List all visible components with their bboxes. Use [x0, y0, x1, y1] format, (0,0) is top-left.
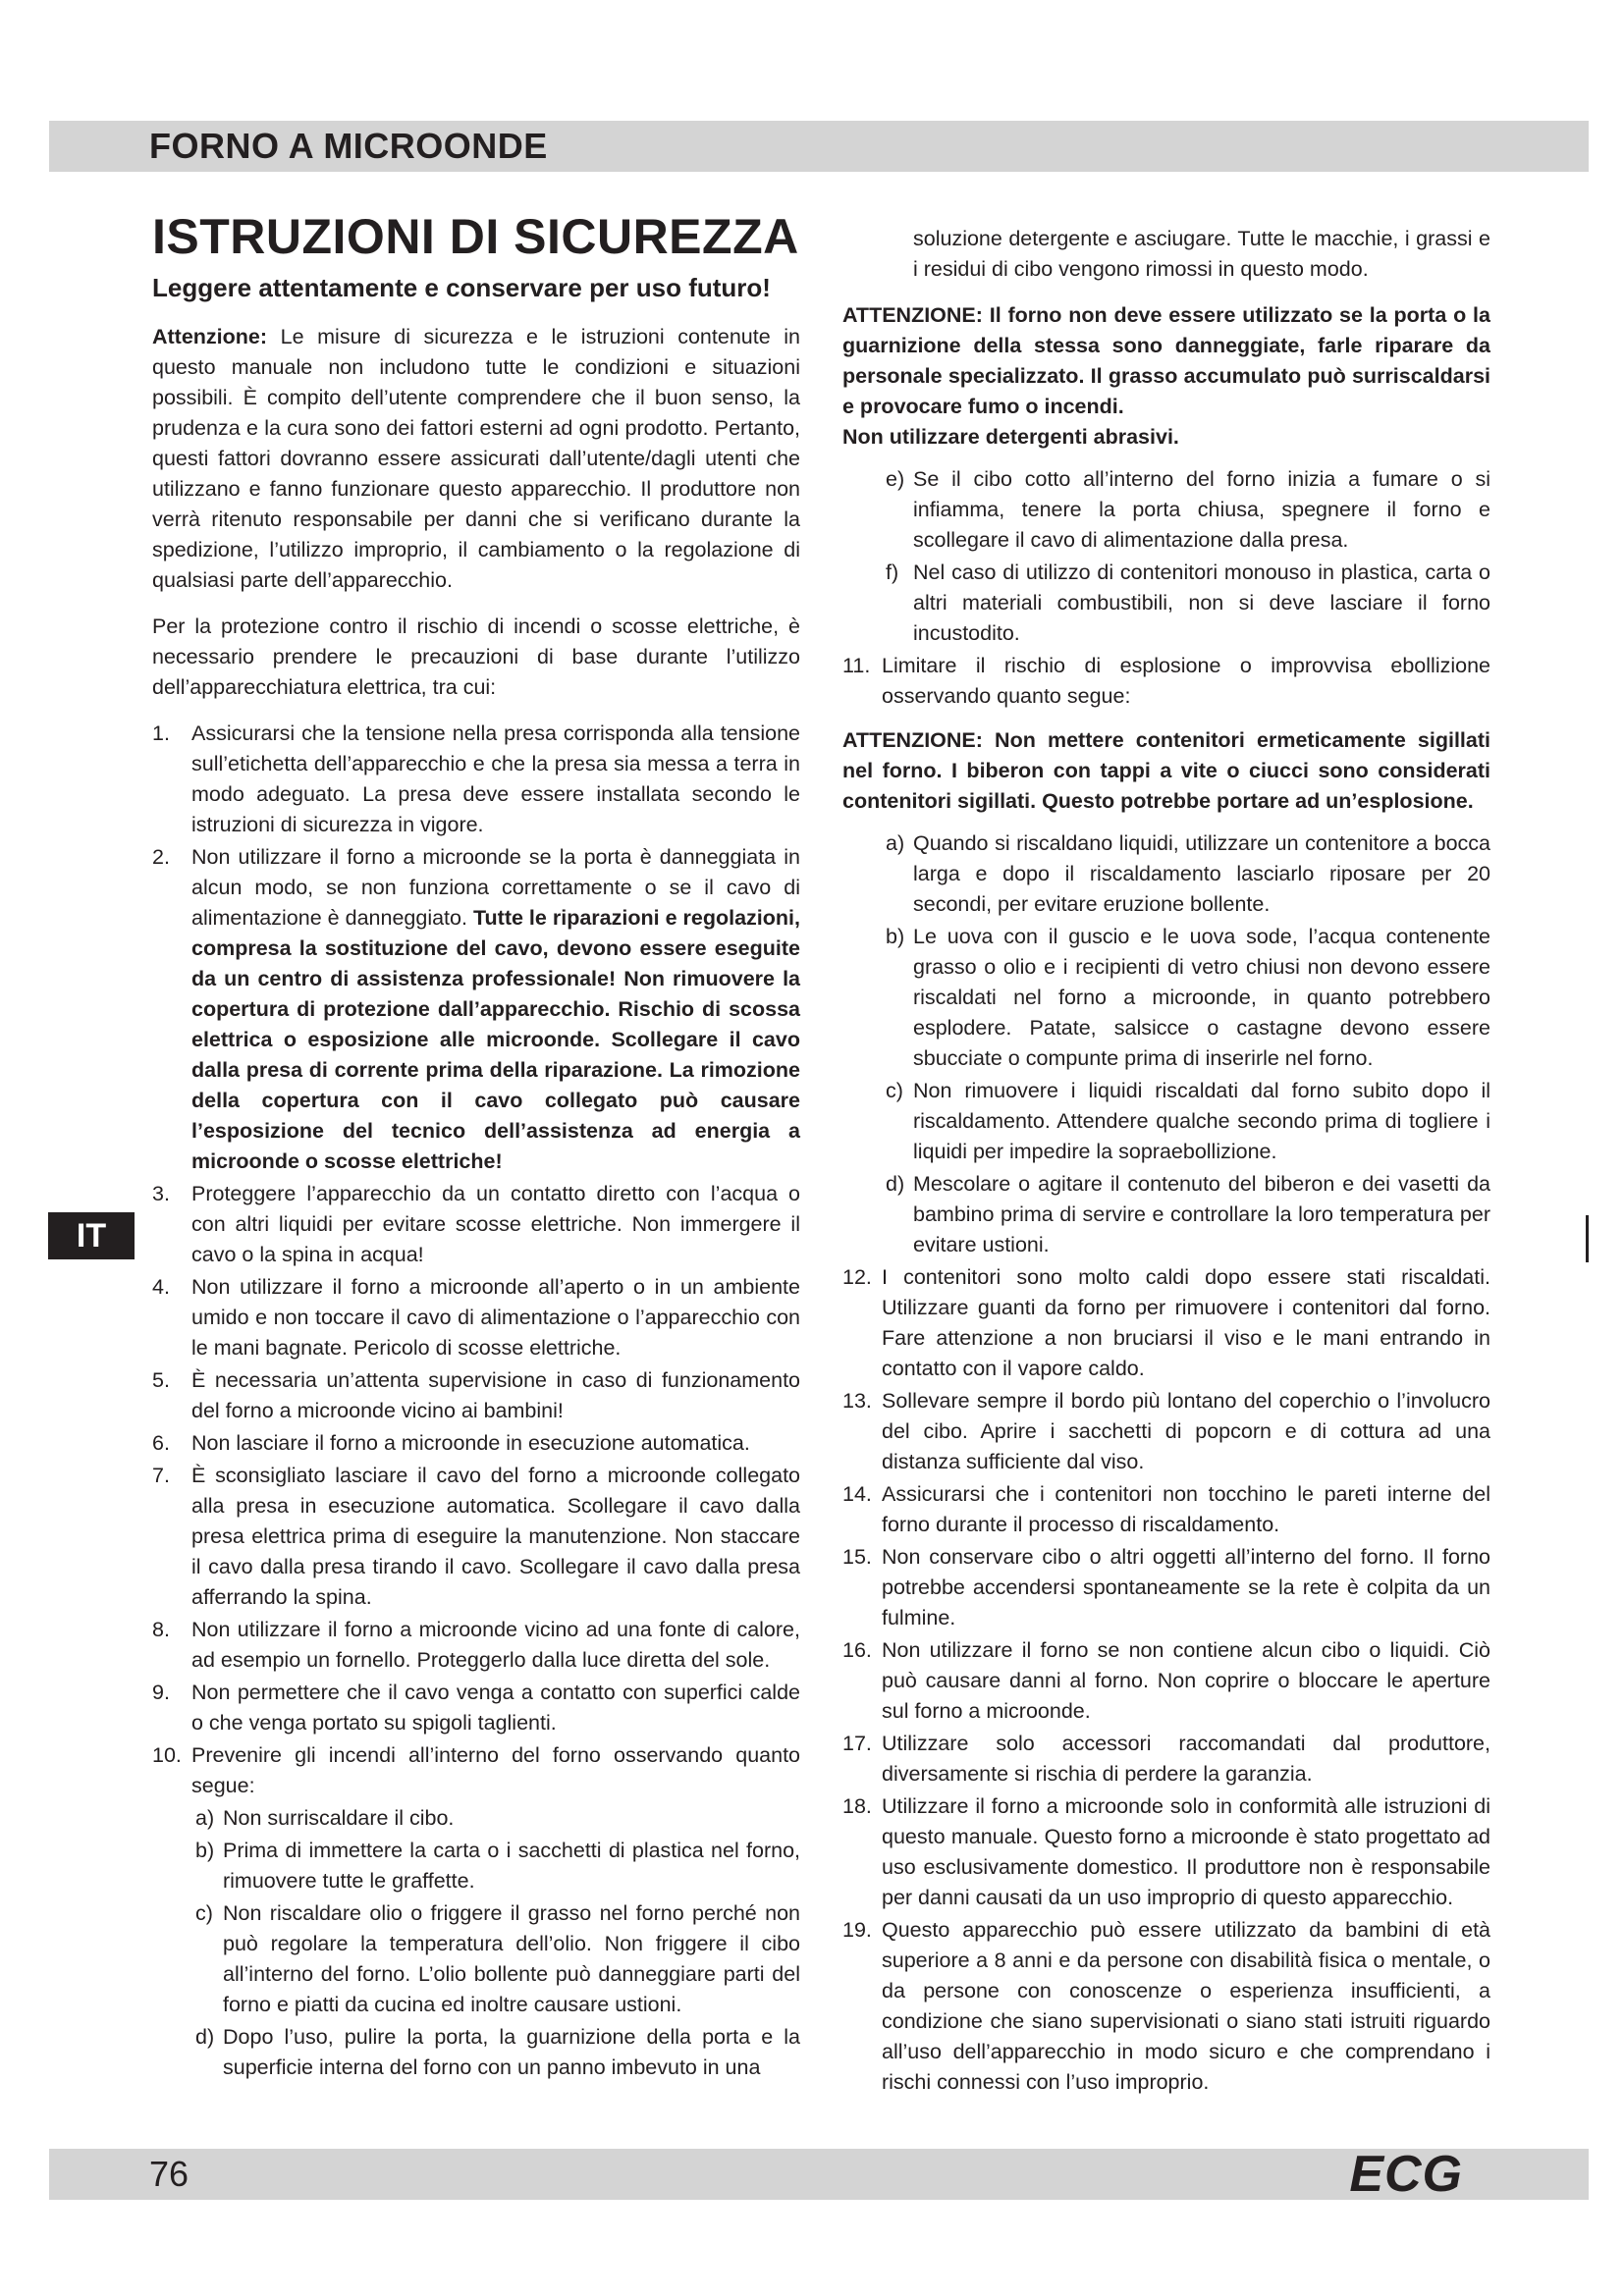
list-item: 4. Non utilizzare il forno a microonde all’aperto o in un ambiente umido e non toccare il cavo di alimentazione o l’apparecchio con le mani bagnate. Pericolo di scosse elettriche. [152, 1275, 800, 1360]
safety-list-11 [842, 651, 1490, 712]
warning-text: Tutte le riparazioni e regolazioni, compresa la sostituzione del cavo, devono essere eseguite da un centro di assistenza professionale! Non rimuovere la copertura di protezione dall’apparecchio. Rischio di scossa elettrica o esposizione alle microonde. Scollegare il cavo dalla presa di corrente prima della riparazione. La rimozione della copertura con il cavo collegato può causare l’esposizione del tecnico dell’assistenza ad energia a microonde o scosse elettriche! [191, 906, 800, 1173]
list-item: 17. Utilizzare solo accessori raccomandati dal produttore, diversamente si rischia di perdere la garanzia. [842, 1732, 1490, 1786]
safety-list-continued [842, 1262, 1490, 2098]
list-item: 11. Limitare il rischio di esplosione o improvvisa ebollizione osservando quanto segue: [842, 654, 1490, 708]
sub-list-10-continued [842, 464, 1490, 649]
page-heading: ISTRUZIONI DI SICUREZZA [152, 209, 799, 264]
list-item: 12. I contenitori sono molto caldi dopo essere stati riscaldati. Utilizzare guanti da forno per rimuovere i contenitori dal forno. Fare attenzione a non bruciarsi il viso e le mani entrando in contatto con il vapore caldo. [842, 1265, 1490, 1380]
list-item: 19. Questo apparecchio può essere utilizzato da bambini di età superiore a 8 anni e da persone con disabilità fisica o mentale, o da persone con conoscenze o esperienza insufficienti, a condizione che siano supervisionati o siano stati istruiti riguardo all’uso dell’apparecchio in modo sicuro e che comprendano i rischi connessi con l’uso improprio. [842, 1918, 1490, 2094]
list-item: 7. È sconsigliato lasciare il cavo del forno a microonde collegato alla presa in esecuzione automatica. Scollegare il cavo dalla presa elettrica prima di eseguire la manutenzione. Non staccare il cavo dalla presa tirando il cavo. Scollegare il cavo dalla presa afferrando la spina. [152, 1464, 800, 1609]
sub-list-item: f) Nel caso di utilizzo di contenitori monouso in plastica, carta o altri materiali combustibili, non si deve lasciare il forno incustodito. [886, 561, 1490, 645]
warning-block-1 [842, 300, 1490, 453]
list-item: 16. Non utilizzare il forno se non contiene alcun cibo o liquidi. Ciò può causare danni al forno. Non coprire o bloccare le aperture sul forno a microonde. [842, 1638, 1490, 1723]
sub-list-11 [842, 828, 1490, 1260]
page-subheading: Leggere attentamente e conservare per uso futuro! [152, 273, 771, 302]
list-item: 3. Proteggere l’apparecchio da un contatto diretto con l’acqua o con altri liquidi per evitare scosse elettriche. Non immergere il cavo o la spina in acqua! [152, 1182, 800, 1266]
safety-list [152, 719, 800, 1801]
sub-list-item: b) Prima di immettere la carta o i sacchetti di plastica nel forno, rimuovere tutte le graffette. [195, 1839, 800, 1893]
list-item: 13. Sollevare sempre il bordo più lontano del coperchio o l’involucro del cibo. Aprire i sacchetti di popcorn e di cottura ad una distanza sufficiente dal viso. [842, 1389, 1490, 1473]
list-item: 18. Utilizzare il forno a microonde solo in conformità alle istruzioni di questo manuale. Questo forno a microonde è stato progettato ad uso esclusivamente domestico. Il produttore non è responsabile per danni causati da un uso improprio di questo apparecchio. [842, 1794, 1490, 1909]
intro-text: Le misure di sicurezza e le istruzioni contenute in questo manuale non includono tutte le condizioni e situazioni possibili. È compito dell’utente comprendere che il buon senso, la prudenza e la cura sono dei fattori esterni ad ogni prodotto. Pertanto, questi fattori dovranno essere assicurati dall’utente/dagli utenti che utilizzano e fanno funzionare questo apparecchio. Il produttore non verrà ritenuto responsabile per danni che si verificano durante la spedizione, l’utilizzo improprio, il cambiamento o la regolazione di qualsiasi parte dell’apparecchio. [152, 325, 800, 592]
list-item: 8. Non utilizzare il forno a microonde vicino ad una fonte di calore, ad esempio un fornello. Proteggerlo dalla luce diretta del sole. [152, 1618, 800, 1672]
header-bar [49, 121, 1589, 172]
sub-list-item: d) Dopo l’uso, pulire la porta, la guarnizione della porta e la superficie interna del forno con un panno imbevuto in una [195, 2025, 800, 2079]
sub-list-item: e) Se il cibo cotto all’interno del forno inizia a fumare o si infiamma, tenere la porta chiusa, spegnere il forno e scollegare il cavo di alimentazione dalla presa. [886, 467, 1490, 552]
language-tab: IT [48, 1212, 135, 1259]
list-item: 15. Non conservare cibo o altri oggetti all’interno del forno. Il forno potrebbe accendersi spontaneamente se la rete è colpita da un fulmine. [842, 1545, 1490, 1629]
sub-list-item: c) Non riscaldare olio o friggere il grasso nel forno perché non può regolare la temperatura dell’olio. Non friggere il cibo all’interno del forno. L’olio bollente può danneggiare parti del forno e piatti da cucina ed inoltre causare ustioni. [195, 1901, 800, 2016]
sub-list-item: a) Quando si riscaldano liquidi, utilizzare un contenitore a bocca larga e dopo il riscaldamento lasciarlo riposare per 20 secondi, per evitare eruzione bollente. [886, 831, 1490, 916]
footer-bar [49, 2146, 1589, 2203]
list-item: 10. Prevenire gli incendi all’interno del forno osservando quanto segue: [152, 1743, 800, 1797]
page-number: 76 [149, 2154, 189, 2194]
sub-list-10 [152, 1803, 800, 2083]
warning-text: ATTENZIONE: Il forno non deve essere utilizzato se la porta o la guarnizione della stessa sono danneggiate, farle riparare da personale specializzato. Il grasso accumulato può surriscaldarsi e provocare fumo o incendi. [842, 303, 1490, 418]
right-column [842, 224, 1490, 2100]
brand-logo: ECG [1349, 2146, 1463, 2203]
warning-text: Non utilizzare detergenti abrasivi. [842, 425, 1179, 449]
list-item: 14. Assicurarsi che i contenitori non tocchino le pareti interne del forno durante il processo di riscaldamento. [842, 1482, 1490, 1536]
intro-label: Attenzione: [152, 325, 268, 348]
list-item: 1. Assicurarsi che la tensione nella presa corrisponda alla tensione sull’etichetta dell’apparecchio e che la presa sia messa a terra in modo adeguato. La presa deve essere installata secondo le istruzioni di sicurezza in vigore. [152, 721, 800, 836]
left-column [152, 206, 800, 2085]
sub-list-item: d) Mescolare o agitare il contenuto del biberon e dei vasetti da bambino prima di servire e controllare la loro temperatura per evitare ustioni. [886, 1172, 1490, 1256]
list-item: 9. Non permettere che il cavo venga a contatto con superfici calde o che venga portato su spigoli taglienti. [152, 1681, 800, 1735]
continued-paragraph: soluzione detergente e asciugare. Tutte le macchie, i grassi e i residui di cibo vengono rimossi in questo modo. [913, 227, 1490, 281]
list-item: 5. È necessaria un’attenta supervisione in caso di funzionamento del forno a microonde vicino ai bambini! [152, 1368, 800, 1422]
intro-paragraph-2: Per la protezione contro il rischio di incendi o scosse elettriche, è necessario prendere le precauzioni di base durante l’utilizzo dell’apparecchiatura elettrica, tra cui: [152, 614, 800, 699]
warning-text: ATTENZIONE: Non mettere contenitori ermeticamente sigillati nel forno. I biberon con tappi a vite o ciucci sono considerati contenitori sigillati. Questo potrebbe portare ad un’esplosione. [842, 728, 1490, 813]
sub-list-item: b) Le uova con il guscio e le uova sode, l’acqua contenente grasso o olio e i recipienti di vetro chiusi non devono essere riscaldati nel forno a microonde, in quanto potrebbero esplodere. Patate, salsicce o castagne devono essere sbucciate o compunte prima di inserirle nel forno. [886, 925, 1490, 1070]
margin-mark [1586, 1215, 1589, 1262]
sub-list-item: a) Non surriscaldare il cibo. [195, 1806, 455, 1830]
intro-paragraph [152, 322, 800, 596]
sub-list-item: c) Non rimuovere i liquidi riscaldati dal forno subito dopo il riscaldamento. Attendere qualche secondo prima di togliere i liquidi per impedire la sopraebollizione. [886, 1079, 1490, 1163]
list-item: 2. Non utilizzare il forno a microonde se la porta è danneggiata in alcun modo, se non funziona correttamente o se il cavo di alimentazione è danneggiato. Tutte le riparazioni e regolazioni, compresa la sostituzione del cavo, devono essere eseguite da un centro di assistenza professionale! Non rimuovere la copertura di protezione dall’apparecchio. Rischio di scossa elettrica o esposizione alle microonde. Scollegare il cavo dalla presa di corrente prima della riparazione. La rimozione della copertura con il cavo collegato può causare l’esposizione del tecnico dell’assistenza ad energia a microonde o scosse elettriche! [152, 845, 800, 1173]
list-item: 6. Non lasciare il forno a microonde in esecuzione automatica. [152, 1431, 750, 1455]
header-title: FORNO A MICROONDE [149, 126, 548, 166]
